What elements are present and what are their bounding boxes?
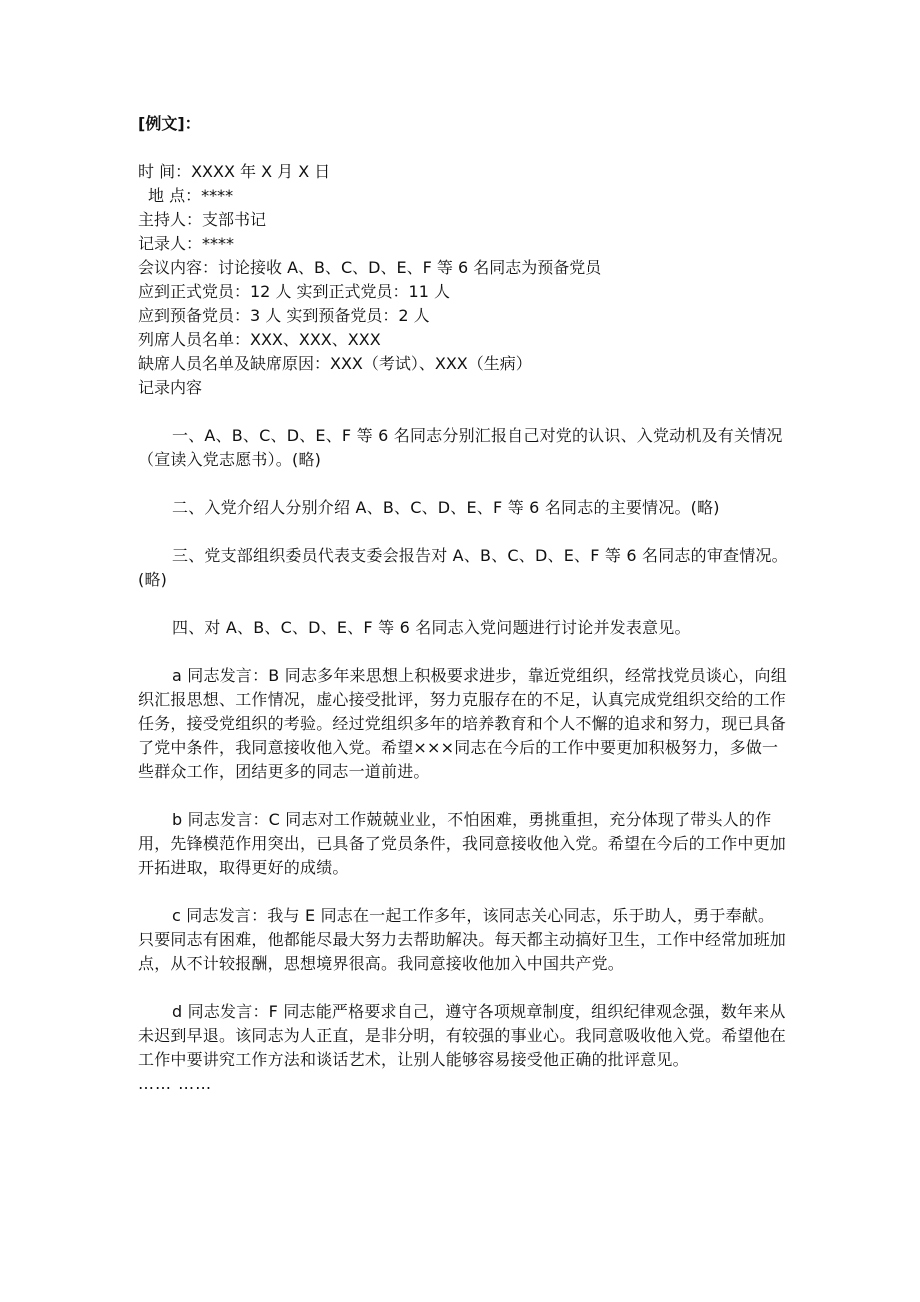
section-1: 一、A、B、C、D、E、F 等 6 名同志分别汇报自己对党的认识、入党动机及有关情况（宣读入党志愿书）。(略) <box>138 426 783 469</box>
section-2: 二、入党介绍人分别介绍 A、B、C、D、E、F 等 6 名同志的主要情况。(略) <box>172 498 720 517</box>
meeting-content: 会议内容：讨论接收 A、B、C、D、E、F 等 6 名同志为预备党员 <box>138 258 602 277</box>
probationary-members-attendance: 应到预备党员：3 人 实到预备党员：2 人 <box>138 306 430 325</box>
example-heading: [例文]： <box>138 114 201 133</box>
speech-b: b 同志发言：C 同志对工作兢兢业业，不怕困难，勇挑重担，充分体现了带头人的作用，先锋模范作用突出，已具备了党员条件，我同意接收他入党。希望在今后的工作中更加开拓进取，取得更好的成绩。 <box>138 810 787 877</box>
meeting-recorder: 记录人：**** <box>138 234 235 253</box>
document-page <box>138 112 788 1096</box>
ellipsis: …… …… <box>138 1074 213 1093</box>
observers-list: 列席人员名单：XXX、XXX、XXX <box>138 330 381 349</box>
speech-c: c 同志发言：我与 E 同志在一起工作多年，该同志关心同志，乐于助人，勇于奉献。只要同志有困难，他都能尽最大努力去帮助解决。每天都主动搞好卫生，工作中经常加班加点，从不计较报酬，思想境界很高。我同意接收他加入中国共产党。 <box>138 906 787 973</box>
speech-a: a 同志发言：B 同志多年来思想上积极要求进步，靠近党组织，经常找党员谈心，向组织汇报思想、工作情况，虚心接受批评，努力克服存在的不足，认真完成党组织交给的工作任务，接受党组织的考验。经过党组织多年的培养教育和个人不懈的追求和努力，现已具备了党中条件，我同意接收他入党。希望×××同志在今后的工作中要更加积极努力，多做一些群众工作，团结更多的同志一道前进。 <box>138 666 787 781</box>
formal-members-attendance: 应到正式党员：12 人 实到正式党员：11 人 <box>138 282 450 301</box>
meeting-host: 主持人：支部书记 <box>138 210 267 229</box>
meeting-location: 地 点：**** <box>148 186 234 205</box>
meeting-time: 时 间：XXXX 年 X 月 X 日 <box>138 162 331 181</box>
section-3: 三、党支部组织委员代表支委会报告对 A、B、C、D、E、F 等 6 名同志的审查情况。(略) <box>138 546 788 589</box>
section-4: 四、对 A、B、C、D、E、F 等 6 名同志入党问题进行讨论并发表意见。 <box>172 618 691 637</box>
record-content-label: 记录内容 <box>138 378 203 397</box>
absentees-list: 缺席人员名单及缺席原因：XXX（考试）、XXX（生病） <box>138 354 532 373</box>
meeting-info <box>138 160 788 400</box>
speech-d: d 同志发言：F 同志能严格要求自己，遵守各项规章制度，组织纪律观念强，数年来从未迟到早退。该同志为人正直，是非分明，有较强的事业心。我同意吸收他入党。希望他在工作中要讲究工作方法和谈话艺术，让别人能够容易接受他正确的批评意见。 <box>138 1002 787 1069</box>
